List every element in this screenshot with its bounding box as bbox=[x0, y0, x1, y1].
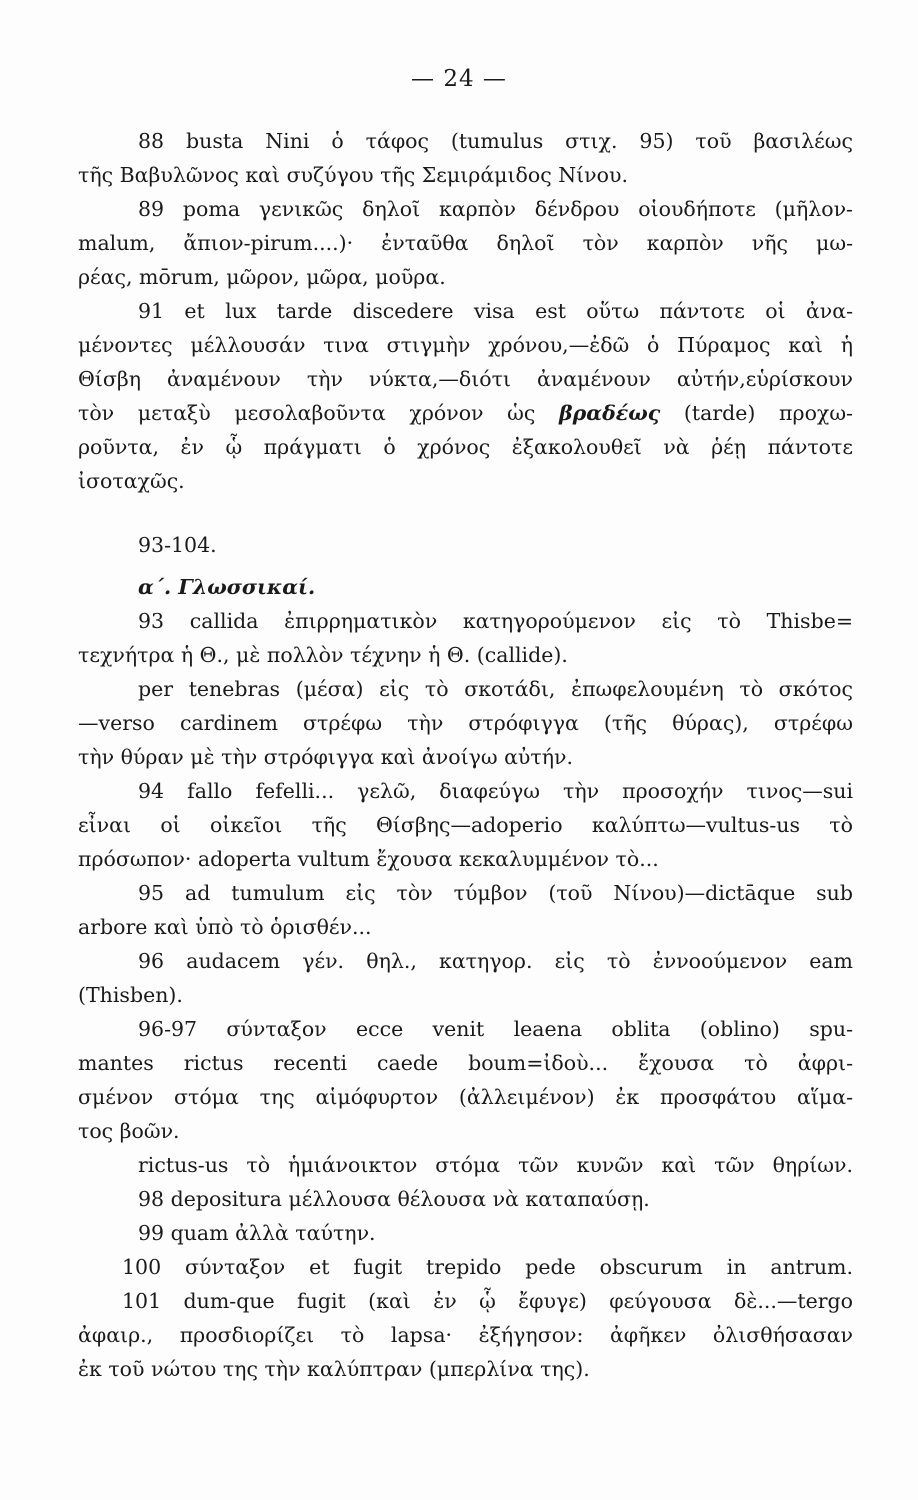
text-line: 89 poma γενικῶς δηλοῖ καρπὸν δένδρου οἱουδήποτε (μῆλον- bbox=[138, 197, 853, 221]
text-line: ρέας, mōrum, μῶρον, μῶρα, μοῦρα. bbox=[78, 265, 446, 289]
section-heading: α΄. Γλωσσικαί. bbox=[138, 575, 316, 599]
text-line: τῆς Βαβυλῶνος καὶ συζύγου τῆς Σεμιράμιδος Νίνου. bbox=[78, 163, 628, 187]
text-line: ἰσοταχῶς. bbox=[78, 469, 185, 493]
text-line: τεχνήτρα ἡ Θ., μὲ πολλὸν τέχνην ἡ Θ. (callide). bbox=[78, 643, 568, 667]
text-line: πρόσωπον· adoperta vultum ἔχουσα κεκαλυμμένον τὸ... bbox=[78, 847, 659, 871]
text-line: σμένον στόμα της αἱμόφυρτον (ἀλλειμένον) ἐκ προσφάτου αἵμα- bbox=[78, 1085, 853, 1109]
text-line: 93 callida ἐπιρρηματικὸν κατηγορούμενον εἰς τὸ Thisbe= bbox=[138, 609, 853, 633]
text-line: ἐκ τοῦ νώτου της τὴν καλύπτραν (μπερλίνα της). bbox=[78, 1357, 590, 1381]
text-line: 96 audacem γέν. θηλ., κατηγορ. εἰς τὸ ἐννοούμενον eam bbox=[138, 949, 853, 973]
text-line: μένοντες μέλλουσάν τινα στιγμὴν χρόνου,—ἐδῶ ὁ Πύραμος καὶ ἡ bbox=[78, 333, 853, 357]
text-line: per tenebras (μέσα) εἰς τὸ σκοτάδι, ἐπωφελουμένη τὸ σκότος bbox=[138, 677, 853, 701]
text-line: Θίσβη ἀναμένουν τὴν νύκτα,—διότι ἀναμένουν αὐτήν,εὑρίσκουν bbox=[78, 367, 853, 391]
text-line: 88 busta Nini ὁ τάφος (tumulus στιχ. 95) τοῦ βασιλέως bbox=[138, 129, 853, 153]
text-line: τὴν θύραν μὲ τὴν στρόφιγγα καὶ ἀνοίγω αὐτήν. bbox=[78, 745, 573, 769]
page-number: — 24 — bbox=[411, 66, 507, 92]
section-range: 93-104. bbox=[138, 533, 217, 557]
text-line: ἀφαιρ., προσδιορίζει τὸ lapsa· ἐξήγησον: ἀφῆκεν ὀλισθήσασαν bbox=[78, 1323, 853, 1347]
text-line: malum, ἄπιον-pirum....)· ἐνταῦθα δηλοῖ τὸν καρπὸν νῆς μω- bbox=[78, 231, 853, 255]
text-line-emphasis: τὸν μεταξὺ μεσολαβοῦντα χρόνον ὡς βραδέως (tarde) προχω- bbox=[78, 401, 853, 425]
text-line: 95 ad tumulum εἰς τὸν τύμβον (τοῦ Νίνου)—dictāque sub bbox=[138, 881, 853, 905]
text-line: mantes rictus recenti caede boum=ἰδοὺ... ἔχουσα τὸ ἀφρι- bbox=[78, 1051, 853, 1075]
commentary-text bbox=[78, 124, 853, 1386]
text-line: 100 σύνταξον et fugit trepido pede obscurum in antrum. bbox=[122, 1255, 853, 1279]
emphasized-word: βραδέως bbox=[559, 401, 661, 425]
text-line: εἶναι οἱ οἰκεῖοι τῆς Θίσβης—adoperio καλύπτω—vultus-us τὸ bbox=[78, 813, 853, 837]
text-line: 98 depositura μέλλουσα θέλουσα νὰ καταπαύσῃ. bbox=[138, 1187, 650, 1211]
text-line: 99 quam ἀλλὰ ταύτην. bbox=[138, 1221, 376, 1245]
text-line: 96-97 σύνταξον ecce venit leaena oblita (oblino) spu- bbox=[138, 1017, 853, 1041]
text-line: 101 dum-que fugit (καὶ ἐν ᾧ ἔφυγε) φεύγουσα δὲ...—tergo bbox=[122, 1289, 853, 1313]
text-line: ροῦντα, ἐν ᾧ πράγματι ὁ χρόνος ἐξακολουθεῖ νὰ ῥέῃ πάντοτε bbox=[78, 435, 853, 459]
text-line: (Thisben). bbox=[78, 983, 183, 1007]
text-line: 94 fallo fefelli... γελῶ, διαφεύγω τὴν προσοχήν τινος—sui bbox=[138, 779, 853, 803]
text-line: —verso cardinem στρέφω τὴν στρόφιγγα (τῆς θύρας), στρέφω bbox=[78, 711, 853, 735]
text-line: arbore καὶ ὑπὸ τὸ ὁρισθέν... bbox=[78, 915, 372, 939]
text-line: rictus-us τὸ ἡμιάνοικτον στόμα τῶν κυνῶν καὶ τῶν θηρίων. bbox=[138, 1153, 853, 1177]
text-line: τος βοῶν. bbox=[78, 1119, 180, 1143]
text-line: 91 et lux tarde discedere visa est οὕτω πάντοτε οἱ ἀνα- bbox=[138, 299, 853, 323]
